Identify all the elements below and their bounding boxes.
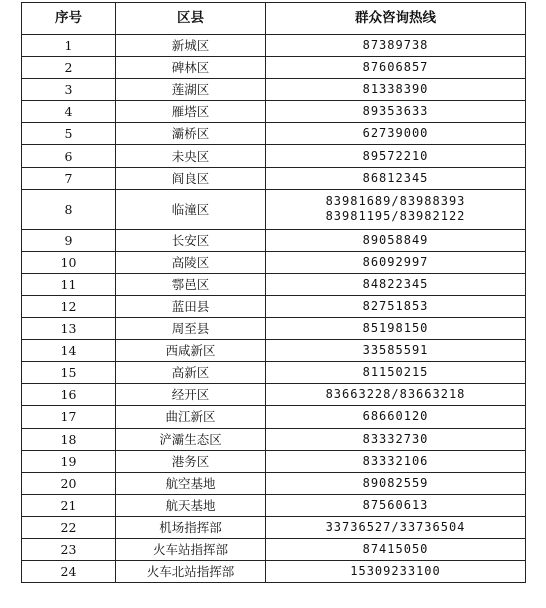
row-hotline (266, 229, 526, 251)
hotline-number: 68660120 (362, 409, 429, 424)
row-index: 9 (22, 229, 116, 251)
row-index: 6 (22, 145, 116, 167)
table-row (22, 428, 526, 450)
hotline-number: 89572210 (362, 148, 429, 163)
row-district: 曲江新区 (116, 406, 266, 428)
header-row (22, 3, 526, 35)
row-index: 7 (22, 167, 116, 189)
header-hotline: 群众咨询热线 (266, 3, 526, 35)
hotline-number: 89353633 (362, 104, 429, 119)
row-index: 1 (22, 35, 116, 57)
hotline-number: 83332730 (362, 431, 429, 446)
row-hotline (266, 406, 526, 428)
row-hotline (266, 516, 526, 538)
row-hotline (266, 362, 526, 384)
table-row (22, 273, 526, 295)
row-index: 24 (22, 561, 116, 583)
table-row (22, 251, 526, 273)
hotline-number: 87560613 (362, 497, 429, 512)
row-index: 21 (22, 494, 116, 516)
row-index: 8 (22, 189, 116, 229)
row-hotline (266, 123, 526, 145)
hotline-number: 87389738 (362, 38, 429, 53)
table-row (22, 79, 526, 101)
hotline-number: 86092997 (362, 254, 429, 269)
row-hotline (266, 538, 526, 560)
row-index: 16 (22, 384, 116, 406)
row-district: 新城区 (116, 35, 266, 57)
row-district: 鄠邑区 (116, 273, 266, 295)
table-row (22, 561, 526, 583)
row-hotline (266, 340, 526, 362)
row-hotline (266, 35, 526, 57)
hotline-number: 33736527/33736504 (325, 519, 466, 534)
row-hotline (266, 384, 526, 406)
row-district: 机场指挥部 (116, 516, 266, 538)
row-district: 火车站指挥部 (116, 538, 266, 560)
row-district: 蓝田县 (116, 295, 266, 317)
row-index: 15 (22, 362, 116, 384)
row-district: 高陵区 (116, 251, 266, 273)
table-body (22, 35, 526, 583)
row-district: 高新区 (116, 362, 266, 384)
hotline-number: 84822345 (362, 276, 429, 291)
row-hotline (266, 79, 526, 101)
row-district: 火车北站指挥部 (116, 561, 266, 583)
hotline-number: 83332106 (362, 453, 429, 468)
header-index: 序号 (22, 3, 116, 35)
row-district: 碑林区 (116, 57, 266, 79)
row-hotline (266, 145, 526, 167)
hotline-number: 62739000 (362, 126, 429, 141)
table-row (22, 189, 526, 229)
table-row (22, 101, 526, 123)
row-index: 2 (22, 57, 116, 79)
row-hotline (266, 273, 526, 295)
hotline-number: 81150215 (362, 365, 429, 380)
hotline-number: 85198150 (362, 321, 429, 336)
row-district: 灞桥区 (116, 123, 266, 145)
row-index: 18 (22, 428, 116, 450)
row-district: 长安区 (116, 229, 266, 251)
row-index: 20 (22, 472, 116, 494)
row-index: 13 (22, 318, 116, 340)
row-district: 雁塔区 (116, 101, 266, 123)
table-row (22, 472, 526, 494)
row-district: 周至县 (116, 318, 266, 340)
row-district: 临潼区 (116, 189, 266, 229)
row-hotline (266, 561, 526, 583)
row-index: 12 (22, 295, 116, 317)
table-row (22, 384, 526, 406)
row-hotline (266, 101, 526, 123)
row-hotline (266, 494, 526, 516)
table-row (22, 35, 526, 57)
hotline-number: 87606857 (362, 60, 429, 75)
row-hotline (266, 57, 526, 79)
row-index: 10 (22, 251, 116, 273)
hotline-number: 82751853 (362, 298, 429, 313)
row-district: 西咸新区 (116, 340, 266, 362)
row-district: 航天基地 (116, 494, 266, 516)
row-hotline (266, 450, 526, 472)
hotline-number: 83663228/83663218 (325, 387, 466, 402)
table-row (22, 295, 526, 317)
row-hotline (266, 318, 526, 340)
table-row (22, 516, 526, 538)
table-row (22, 57, 526, 79)
hotline-table (21, 2, 526, 583)
row-index: 17 (22, 406, 116, 428)
row-district: 莲湖区 (116, 79, 266, 101)
hotline-number: 86812345 (362, 170, 429, 185)
row-hotline (266, 251, 526, 273)
row-index: 14 (22, 340, 116, 362)
table-row (22, 167, 526, 189)
row-district: 航空基地 (116, 472, 266, 494)
table-row (22, 145, 526, 167)
row-hotline (266, 295, 526, 317)
row-district: 港务区 (116, 450, 266, 472)
row-index: 23 (22, 538, 116, 560)
row-hotline (266, 167, 526, 189)
table-row (22, 362, 526, 384)
hotline-number: 87415050 (362, 542, 429, 557)
row-index: 3 (22, 79, 116, 101)
hotline-number: 15309233100 (350, 564, 441, 579)
table-row (22, 340, 526, 362)
header-district: 区县 (116, 3, 266, 35)
row-index: 19 (22, 450, 116, 472)
hotline-number: 83981195/83982122 (325, 209, 466, 224)
row-index: 5 (22, 123, 116, 145)
row-index: 4 (22, 101, 116, 123)
table-row (22, 538, 526, 560)
hotline-number: 89058849 (362, 232, 429, 247)
hotline-number: 89082559 (362, 475, 429, 490)
table-row (22, 123, 526, 145)
row-hotline (266, 189, 526, 229)
row-district: 经开区 (116, 384, 266, 406)
row-hotline (266, 472, 526, 494)
hotline-number: 83981689/83988393 (325, 194, 466, 209)
table-row (22, 318, 526, 340)
row-index: 22 (22, 516, 116, 538)
row-hotline (266, 428, 526, 450)
row-district: 未央区 (116, 145, 266, 167)
row-district: 阎良区 (116, 167, 266, 189)
table-row (22, 406, 526, 428)
table-row (22, 229, 526, 251)
hotline-number: 33585591 (362, 343, 429, 358)
row-district: 浐灞生态区 (116, 428, 266, 450)
table-row (22, 494, 526, 516)
table-row (22, 450, 526, 472)
hotline-number: 81338390 (362, 82, 429, 97)
row-index: 11 (22, 273, 116, 295)
